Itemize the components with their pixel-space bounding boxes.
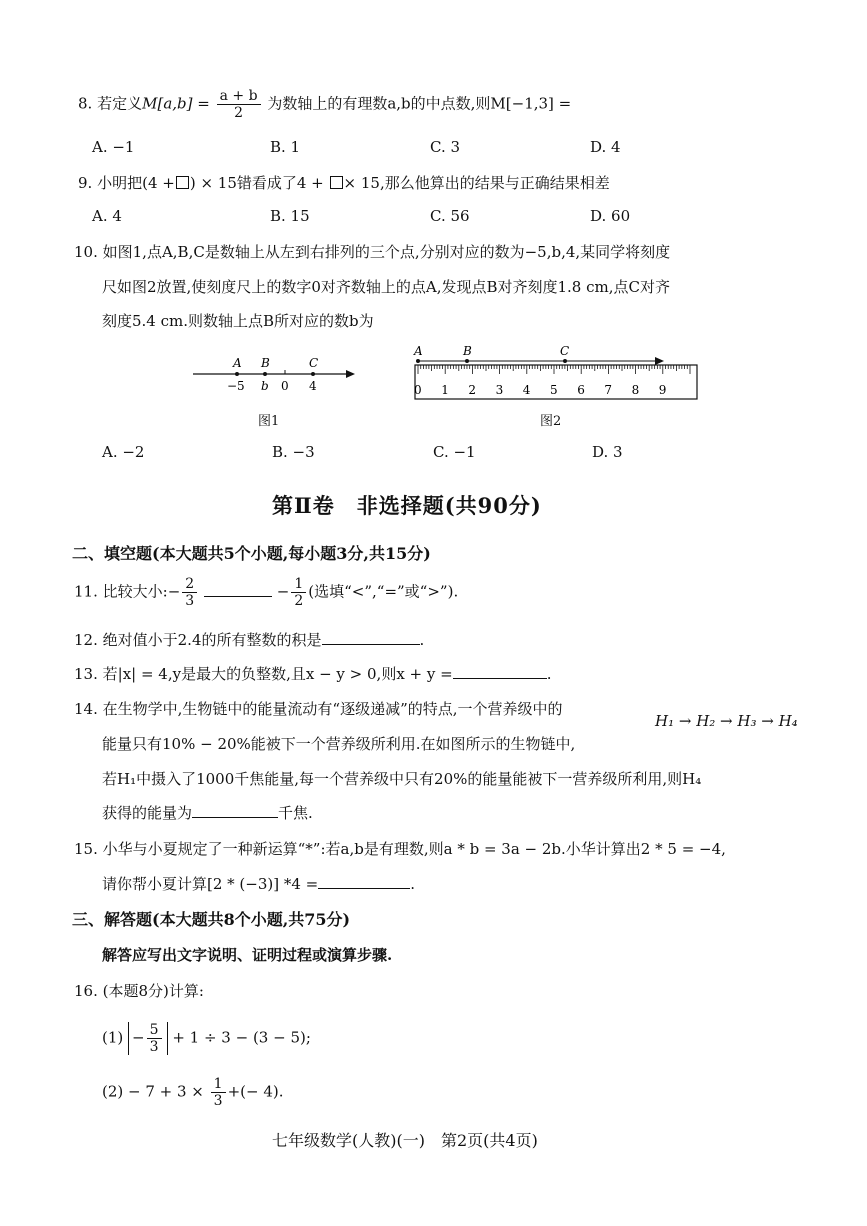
arrow-icon	[346, 370, 355, 378]
q10-option-b: B. −3	[272, 443, 315, 461]
ruler-number: 5	[550, 383, 558, 397]
q14-line4-post: 千焦.	[278, 804, 313, 822]
question-8	[78, 88, 571, 121]
q9-text-a: 小明把(4 +	[97, 174, 175, 192]
ruler-number: 3	[495, 383, 504, 397]
q11-fraction-1	[182, 576, 197, 609]
tick-4: 4	[309, 379, 317, 393]
question-10-line2: 尺如图2放置,使刻度尺上的数字0对齐数轴上的点A,发现点B对齐刻度1.8 cm,点C对齐	[102, 278, 670, 296]
question-11	[74, 576, 458, 609]
q11-fraction-2	[291, 576, 306, 609]
question-9	[78, 172, 610, 193]
q14-line4-pre: 获得的能量为	[102, 804, 193, 822]
section-2-heading: 二、填空题(本大题共5个小题,每小题3分,共15分)	[72, 544, 431, 563]
blank-box-icon	[330, 176, 343, 189]
q16-part-1	[102, 1022, 311, 1055]
ruler-number: 1	[441, 383, 449, 397]
frac-den: 3	[213, 1093, 223, 1109]
question-10-line1	[74, 241, 670, 262]
q16-part-2	[102, 1076, 284, 1109]
question-14-line1	[74, 698, 563, 719]
question-13	[74, 663, 551, 684]
q11-text-pre: 比较大小:−	[102, 582, 181, 601]
question-number: 8.	[78, 94, 93, 113]
question-10-line3: 刻度5.4 cm.则数轴上点B所对应的数b为	[102, 312, 374, 330]
ruler-point-c	[563, 359, 567, 363]
q9-option-b: B. 15	[270, 207, 310, 225]
ruler-number: 8	[631, 383, 640, 397]
q13-text: 若|x| = 4,y是最大的负整数,且x − y > 0,则x + y =	[102, 665, 453, 683]
q8-frac-num: a + b	[217, 88, 261, 105]
question-number: 15.	[74, 840, 98, 858]
q16-p1-minus: −	[132, 1028, 145, 1047]
food-chain-diagram: H₁ → H₂ → H₃ → H₄	[655, 712, 798, 730]
q8-frac-den: 2	[234, 105, 244, 121]
q8-text-pre: 若定义	[97, 94, 143, 113]
question-number: 10.	[74, 243, 98, 261]
section-3-heading: 三、解答题(本大题共8个小题,共75分)	[72, 910, 351, 929]
q10-option-d: D. 3	[592, 443, 623, 461]
part-2-title: 第Ⅱ卷 非选择题(共90分)	[272, 493, 542, 518]
q16-p2-post: +(− 4).	[227, 1082, 284, 1101]
q11-text-post: (选填“<”,“=”或“>”).	[308, 582, 459, 601]
q16-p2-label: (2) − 7 + 3 ×	[102, 1082, 204, 1101]
ruler-point-b	[465, 359, 469, 363]
point-b	[263, 372, 267, 376]
label-c: C	[309, 356, 319, 370]
q15-line1: 小华与小夏规定了一种新运算“*”:若a,b是有理数,则a * b = 3a − 2b.小华计算出2 * 5 = −4,	[102, 840, 726, 858]
ruler-label-a: A	[414, 344, 423, 358]
q12-end: .	[419, 631, 425, 649]
figure-1-number-line	[185, 352, 365, 402]
tick-b: b	[261, 379, 269, 393]
q16-p1-label: (1)	[102, 1028, 124, 1047]
frac-den: 3	[149, 1039, 159, 1055]
ruler-label-c: C	[560, 344, 570, 358]
q11-minus: −	[276, 582, 290, 601]
answer-blank[interactable]	[453, 678, 547, 679]
question-number: 16.	[74, 982, 98, 1000]
question-number: 11.	[74, 582, 98, 601]
question-16	[74, 980, 204, 1001]
q9-option-a: A. 4	[92, 207, 122, 225]
section-3-note: 解答应写出文字说明、证明过程或演算步骤.	[102, 946, 393, 964]
label-a: A	[233, 356, 242, 370]
arrow-icon	[655, 357, 664, 365]
figure-2-ruler	[408, 342, 703, 404]
blank-box-icon	[176, 176, 189, 189]
ruler-number: 0	[414, 383, 422, 397]
ruler-number: 6	[577, 383, 585, 397]
ruler-number: 2	[468, 383, 477, 397]
ruler-numbers	[414, 383, 666, 397]
answer-blank[interactable]	[322, 644, 420, 645]
ruler-label-b: B	[463, 344, 472, 358]
label-b: B	[261, 356, 270, 370]
answer-blank[interactable]	[192, 817, 278, 818]
frac-num: 1	[211, 1076, 226, 1093]
figure-2-caption: 图2	[540, 414, 562, 429]
question-number: 14.	[74, 700, 98, 718]
question-number: 9.	[78, 174, 93, 192]
ruler-point-a	[416, 359, 420, 363]
q8-M-def: M[a,b] =	[142, 94, 210, 113]
q8-option-c: C. 3	[430, 138, 461, 156]
q16-text: (本题8分)计算:	[102, 982, 204, 1000]
ruler-number: 7	[604, 383, 613, 397]
frac-den: 2	[294, 593, 304, 609]
q8-option-d: D. 4	[590, 138, 621, 156]
question-14-line3: 若H₁中摄入了1000千焦能量,每一个营养级中只有20%的能量能被下一营养级所利用,则H₄	[102, 770, 702, 788]
q10-option-a: A. −2	[102, 443, 145, 461]
question-number: 12.	[74, 631, 98, 649]
ruler-number: 4	[522, 383, 531, 397]
q9-option-d: D. 60	[590, 207, 631, 225]
q9-text-c: × 15,那么他算出的结果与正确结果相差	[343, 174, 610, 192]
frac-num: 1	[291, 576, 306, 593]
q15-line2: 请你帮小夏计算[2 * (−3)] *4 =	[102, 875, 319, 893]
q8-option-a: A. −1	[92, 138, 135, 156]
q8-fraction	[217, 88, 261, 121]
frac-den: 3	[185, 593, 195, 609]
tick-0: 0	[281, 379, 289, 393]
q9-text-b: ) × 15错看成了4 +	[189, 174, 324, 192]
q13-end: .	[546, 665, 552, 683]
question-15-line1	[74, 838, 726, 859]
q8-option-b: B. 1	[270, 138, 301, 156]
figure-1-caption: 图1	[258, 414, 280, 429]
question-14-line4	[102, 802, 313, 823]
question-number: 13.	[74, 665, 98, 683]
answer-blank[interactable]	[204, 596, 272, 597]
q12-text: 绝对值小于2.4的所有整数的积是	[102, 631, 322, 649]
q9-option-c: C. 56	[430, 207, 470, 225]
answer-blank[interactable]	[318, 888, 410, 889]
question-15-line2	[102, 873, 415, 894]
q10-line1: 如图1,点A,B,C是数轴上从左到右排列的三个点,分别对应的数为−5,b,4,某同学将刻度	[102, 243, 671, 261]
q15-end: .	[410, 875, 416, 893]
question-14-line2: 能量只有10% − 20%能被下一个营养级所利用.在如图所示的生物链中,	[102, 735, 576, 753]
ruler-ticks	[418, 365, 690, 374]
q10-option-c: C. −1	[433, 443, 476, 461]
point-a	[235, 372, 239, 376]
point-c	[311, 372, 315, 376]
ruler-number: 9	[658, 383, 667, 397]
q16-p1-post: + 1 ÷ 3 − (3 − 5);	[172, 1028, 311, 1047]
q16-p2-fraction	[211, 1076, 226, 1109]
question-12	[74, 629, 424, 650]
q16-p1-fraction	[147, 1022, 162, 1055]
page-footer: 七年级数学(人教)(一) 第2页(共4页)	[272, 1131, 538, 1150]
q8-text-post: 为数轴上的有理数a,b的中点数,则M[−1,3] =	[267, 94, 572, 113]
q14-line1: 在生物学中,生物链中的能量流动有“逐级递减”的特点,一个营养级中的	[102, 700, 563, 718]
absolute-value-bars	[128, 1022, 168, 1055]
frac-num: 5	[147, 1022, 162, 1039]
tick-neg5: −5	[227, 379, 245, 393]
frac-num: 2	[182, 576, 197, 593]
